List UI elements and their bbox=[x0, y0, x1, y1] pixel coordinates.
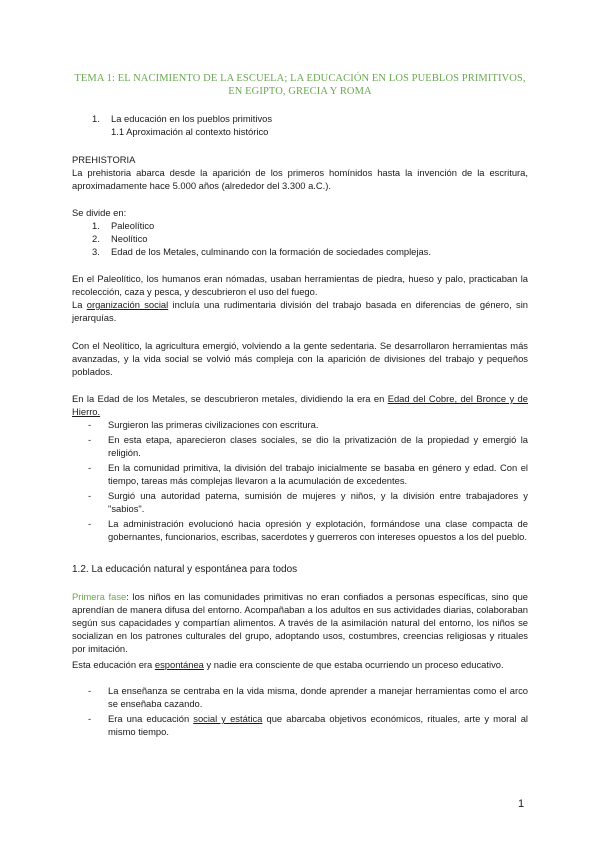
edades-link: Edad del Cobre, del Bronce y de Hierro. bbox=[72, 393, 528, 417]
dash-bullet: - bbox=[88, 434, 92, 445]
primera-fase-colon: : bbox=[126, 591, 129, 602]
section-heading: 1.2. La educación natural y espontánea para todos bbox=[72, 564, 298, 575]
metales-pre: En la Edad de los Metales, se descubrieron metales, dividiendo la era en bbox=[72, 393, 388, 404]
page-number: 1 bbox=[518, 798, 525, 810]
divide-item-text: Neolítico bbox=[111, 233, 148, 244]
outline-subitem-text: 1.1 Aproximación al contexto histórico bbox=[111, 126, 269, 137]
neolitico-paragraph: Con el Neolítico, la agricultura emergió, volviendo a la gente sedentaria. Se desarrollaron herramientas más avanzadas, y la vida social se volvió más compleja con la aparición de divisiones del trabajo y pequeños poblados. bbox=[72, 340, 528, 377]
metales-bullet-list bbox=[88, 418, 528, 545]
list-item bbox=[88, 489, 528, 515]
list-item bbox=[88, 418, 528, 431]
outline-item-text: La educación en los pueblos primitivos bbox=[111, 113, 273, 124]
list-item bbox=[88, 712, 528, 738]
list-item bbox=[88, 461, 528, 487]
metales-paragraph-line bbox=[72, 392, 528, 418]
divide-intro: Se divide en: bbox=[72, 207, 127, 218]
dash-bullet: - bbox=[88, 713, 92, 724]
list-item-text: Surgió una autoridad paterna, sumisión de mujeres y niños, y la división entre trabajadores y "sabios". bbox=[108, 490, 528, 514]
dash-bullet: - bbox=[88, 685, 92, 696]
espontanea-paragraph bbox=[72, 658, 528, 671]
outline-item-number: 1. bbox=[92, 113, 100, 124]
list-item-text: En esta etapa, aparecieron clases sociales, se dio la privatización de la propiedad y emergió la religión. bbox=[108, 434, 528, 458]
list-item-text: La administración evolucionó hacia opresión y explotación, formándose una clase compacta de gobernantes, funcionarios, escribas, sacerdotes y guerreros con intereses opuestos a los del pueblo. bbox=[108, 518, 528, 542]
social-estatica-link: social y estática bbox=[193, 713, 263, 724]
divide-item-text: Edad de los Metales, culminando con la formación de sociedades complejas. bbox=[111, 246, 431, 257]
list-item bbox=[88, 433, 528, 459]
list-item bbox=[88, 517, 528, 543]
divide-item-text: Paleolítico bbox=[111, 220, 155, 231]
primera-fase-paragraph bbox=[72, 590, 528, 655]
primera-fase-text: los niños en las comunidades primitivas no eran confiados a personas específicas, sino que aprendían de manera difusa del entorno. Acompañaban a los adultos en sus actividades diarias, colaboraban según sus capacidades y compartían alimentos. A través de la asimilación natural del entorno, los niños se socializan en los patrones culturales del grupo, adoptando usos, costumbres, creencias religiosas y rituales por imitación. bbox=[72, 591, 528, 654]
educacion-bullet-list bbox=[88, 684, 528, 740]
paleolitico-paragraph: En el Paleolítico, los humanos eran nómadas, usaban herramientas de piedra, hueso y palo, practicaban la recolección, caza y pesca, y descubrieron el uso del fuego. bbox=[72, 273, 528, 297]
organizacion-post: incluía una rudimentaria división del trabajo basada en diferencias de género, sin jerarquías. bbox=[72, 299, 528, 323]
dash-bullet: - bbox=[88, 490, 92, 501]
list-item-pre: Era una educación bbox=[108, 713, 194, 724]
list-item-text: Surgieron las primeras civilizaciones con escritura. bbox=[108, 419, 319, 430]
list-item bbox=[88, 684, 528, 710]
prehistoria-heading: PREHISTORIA bbox=[72, 154, 136, 165]
list-item-text: En la comunidad primitiva, la división del trabajo inicialmente se basaba en género y edad. Con el tiempo, tareas más complejas llevaron a la acumulación de excedentes. bbox=[108, 462, 528, 486]
document-title: TEMA 1: EL NACIMIENTO DE LA ESCUELA; LA EDUCACIÓN EN LOS PUEBLOS PRIMITIVOS, EN EGIPTO, GRECIA Y ROMA bbox=[74, 73, 526, 97]
primera-fase-label: Primera fase bbox=[72, 591, 127, 602]
organizacion-social-link: organización social bbox=[86, 299, 169, 310]
dash-bullet: - bbox=[88, 462, 92, 473]
divide-item-number: 1. bbox=[92, 220, 100, 231]
divide-item-number: 3. bbox=[92, 246, 100, 257]
espontanea-post: y nadie era consciente de que estaba ocurriendo un proceso educativo. bbox=[203, 659, 504, 670]
list-item-text: La enseñanza se centraba en la vida misma, donde aprender a manejar herramientas como el arco se enseñaba cazando. bbox=[108, 685, 528, 709]
dash-bullet: - bbox=[88, 419, 92, 430]
prehistoria-paragraph: La prehistoria abarca desde la aparición de los primeros homínidos hasta la invención de la escritura, aproximadamente hace 5.000 años (alrededor del 3.300 a.C.). bbox=[72, 167, 528, 191]
dash-bullet: - bbox=[88, 518, 92, 529]
espontanea-pre: Esta educación era bbox=[72, 659, 155, 670]
list-item-post: que abarcaba objetivos económicos, rituales, arte y moral al mismo tiempo. bbox=[108, 713, 528, 737]
divide-item-number: 2. bbox=[92, 233, 100, 244]
organizacion-paragraph bbox=[72, 298, 528, 324]
espontanea-link: espontánea bbox=[154, 659, 204, 670]
organizacion-pre: La bbox=[72, 299, 87, 310]
